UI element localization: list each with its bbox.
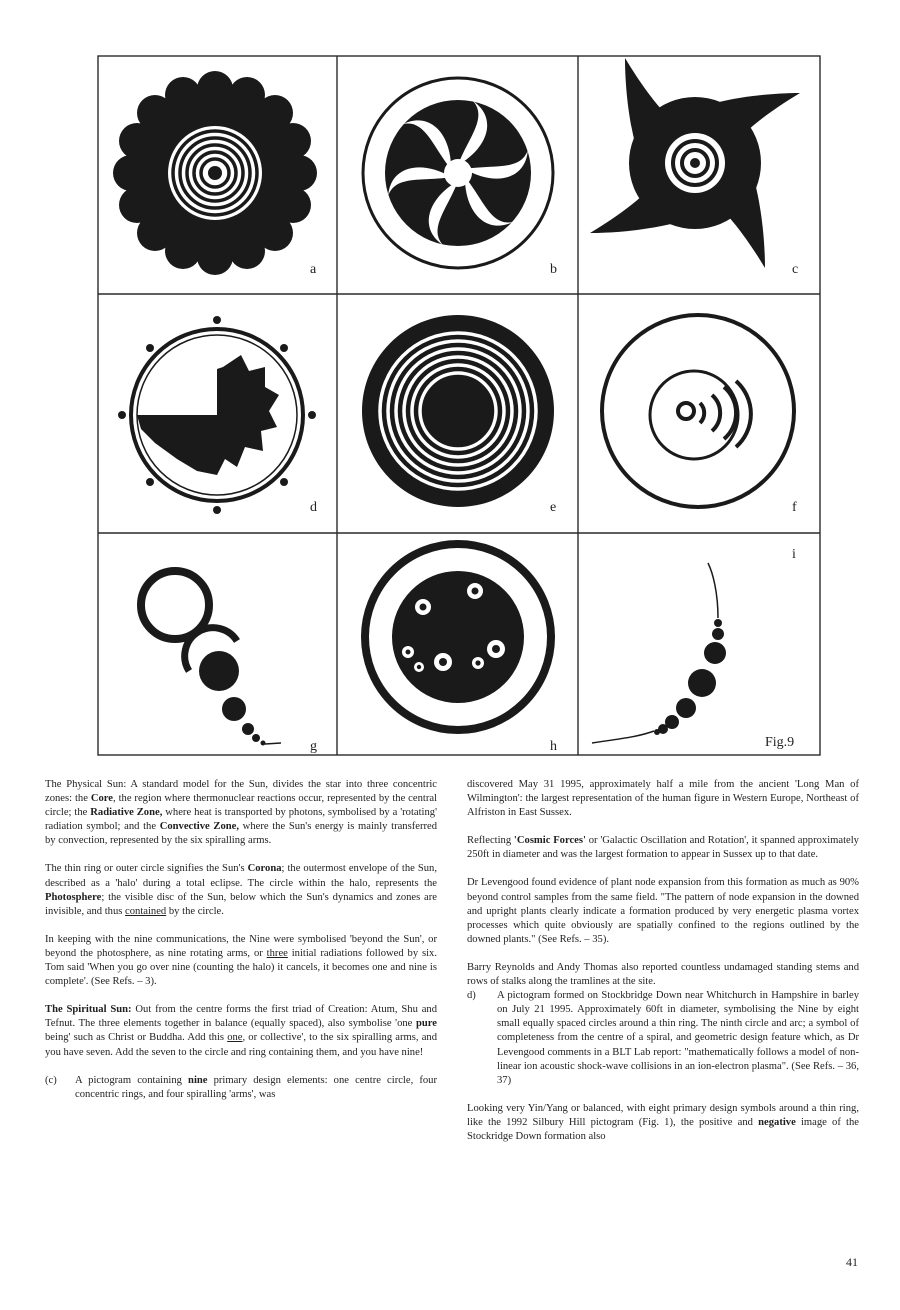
text-run: by the circle. <box>166 905 224 917</box>
text-run: Out from the centre forms the first triad of Creation: Atum, Shu and Tefnut. The three elements together in balance (equally spaced), also symbolise 'one <box>45 1004 437 1030</box>
panel-f-drawing <box>602 315 794 507</box>
panel-label-d: d <box>310 500 317 515</box>
cosmic-forces-paragraph <box>467 834 859 862</box>
discovery-paragraph: discovered May 31 1995, approximately half a mile from the ancient 'Long Man of Wilmington': the largest representation of the human figure in Western Europe, Northeast of Alfriston in East Sussex. <box>467 779 859 819</box>
figure-caption: Fig.9 <box>765 735 795 750</box>
panel-label-b: b <box>550 262 557 277</box>
text-run: being' such as Christ or Buddha. Add this <box>45 1032 228 1044</box>
panel-b-drawing <box>363 78 553 268</box>
panel-label-a: a <box>310 262 317 277</box>
text-run: A pictogram containing <box>75 1074 189 1086</box>
term-core: Core <box>90 793 114 805</box>
figure-9-grid <box>97 55 821 756</box>
panel-label-g: g <box>310 739 317 754</box>
text-run: Reflecting <box>467 835 514 847</box>
corona-paragraph <box>45 862 437 918</box>
panel-g-drawing <box>141 571 281 746</box>
term-corona: Corona <box>247 863 282 875</box>
reynolds-paragraph: Barry Reynolds and Andy Thomas also reported countless undamaged standing stems and rows of stalks along the tramlines at the site. <box>467 961 859 988</box>
panel-label-c: c <box>792 262 799 277</box>
nine-communications-paragraph <box>45 933 437 989</box>
item-label: d) <box>467 990 476 1002</box>
item-d <box>467 989 859 1088</box>
text-run: initial radiations followed by six. Tom said 'When you go over nine (counting the halo) it cancels, it becomes one and nine is complete'. (See Refs. – 3). <box>45 947 438 988</box>
text-run: The Physical Sun: A standard model for the Sun, divides the star into three concentric zones: the <box>45 779 437 805</box>
text-run: , or collective', to the six spiralling arms, and you have seven. Add the seven to the circle and ring containing them, and you have nine! <box>45 1032 437 1058</box>
text-run: Looking very Yin/Yang or balanced, with eight primary design symbols around a thin ring, like the 1992 Silbury Hill pictogram (Fig. 1), the positive and <box>467 1102 859 1128</box>
term-convective-zone: Convective Zone, <box>159 821 239 833</box>
text-run: In keeping with the nine communications, the Nine were symbolised 'beyond the Sun', or beyond the photosphere, as nine rotating arms, or <box>45 933 437 959</box>
panel-i-drawing <box>592 563 726 743</box>
text-run: , the region where thermonuclear reactions occur, represented by the central circle; the <box>45 793 438 819</box>
panel-a-drawing <box>113 71 317 275</box>
text-run: ; the outermost envelope of the Sun, described as a 'halo' during a total eclipse. The circle within the halo, represents the <box>45 863 437 889</box>
left-text-column <box>45 778 437 1102</box>
term-negative: negative <box>758 1116 796 1128</box>
text-run: ; the visible disc of the Sun, below which the Sun's dynamics and zones are invisible, and thus <box>45 891 437 917</box>
levengood-paragraph: Dr Levengood found evidence of plant node expansion from this formation as much as 90% beyond control samples from the same field. "The pattern of node expansion in the downed and upright plants clearly indicate a formation produced by very energetic plasma vortex processes which quite obviously are spatially confined to the regions outlined by the downed plants." (See Refs. – 35). <box>467 877 859 945</box>
term-photosphere: Photosphere <box>45 891 102 903</box>
panel-c-drawing <box>590 58 800 268</box>
panel-label-f: f <box>792 500 797 515</box>
panel-label-e: e <box>550 500 557 515</box>
panel-h-drawing <box>365 544 551 730</box>
panel-label-i: i <box>792 547 796 562</box>
text-run: image of the Stockridge Down formation also <box>467 1116 859 1142</box>
spiritual-sun-paragraph <box>45 1003 437 1059</box>
right-text-column <box>467 778 859 1158</box>
term-pure: pure <box>416 1018 437 1030</box>
text-run: primary design elements: one centre circle, four concentric rings, and four spiralling 'arms', was <box>75 1074 437 1100</box>
figure-drawings <box>97 55 821 756</box>
underlined-word: three <box>266 947 288 959</box>
item-c <box>45 1074 437 1102</box>
term-cosmic-forces: 'Cosmic Forces' <box>513 835 586 847</box>
text-run: where the Sun's energy is mainly transferred by convection, represented by the six spiralling arms. <box>45 821 438 847</box>
text-run: or 'Galactic Oscillation and Rotation', it spanned approximately 250ft in diameter and was the largest formation to appear in Sussex up to that date. <box>467 835 859 861</box>
panel-e-drawing <box>362 315 554 507</box>
page-number: 41 <box>846 1255 858 1269</box>
text-run: The thin ring or outer circle signifies the Sun's <box>45 863 248 875</box>
item-label: (c) <box>45 1074 57 1086</box>
item-text: A pictogram formed on Stockbridge Down near Whitchurch in Hampshire in barley on July 21 1995. Approximately 60ft in diameter, symbolising the Nine by eight small equally spaced circles around a thin ring. The ninth circle and arc; a symbol of completeness from the centre of a spiral, and geometric design feature which, as Dr Levengood comments in a BLT Lab report: "mathematically follows a model of non-linear ion acoustic shock-wave collisions in an ion-electron plasma". (See Refs. – 36, 37) <box>497 990 859 1086</box>
underlined-word: one <box>227 1032 243 1044</box>
item-text <box>75 1074 437 1102</box>
term-radiative-zone: Radiative Zone, <box>90 807 163 819</box>
panel-d-drawing <box>118 316 316 514</box>
physical-sun-paragraph <box>45 778 437 848</box>
term-nine: nine <box>188 1074 208 1086</box>
term-spiritual-sun: The Spiritual Sun: <box>45 1004 132 1016</box>
panel-label-h: h <box>550 739 557 754</box>
yin-yang-paragraph <box>467 1102 859 1144</box>
underlined-word: contained <box>125 905 167 917</box>
text-run: where heat is transported by photons, symbolised by a 'rotating' radiation symbol; and the <box>45 807 437 833</box>
